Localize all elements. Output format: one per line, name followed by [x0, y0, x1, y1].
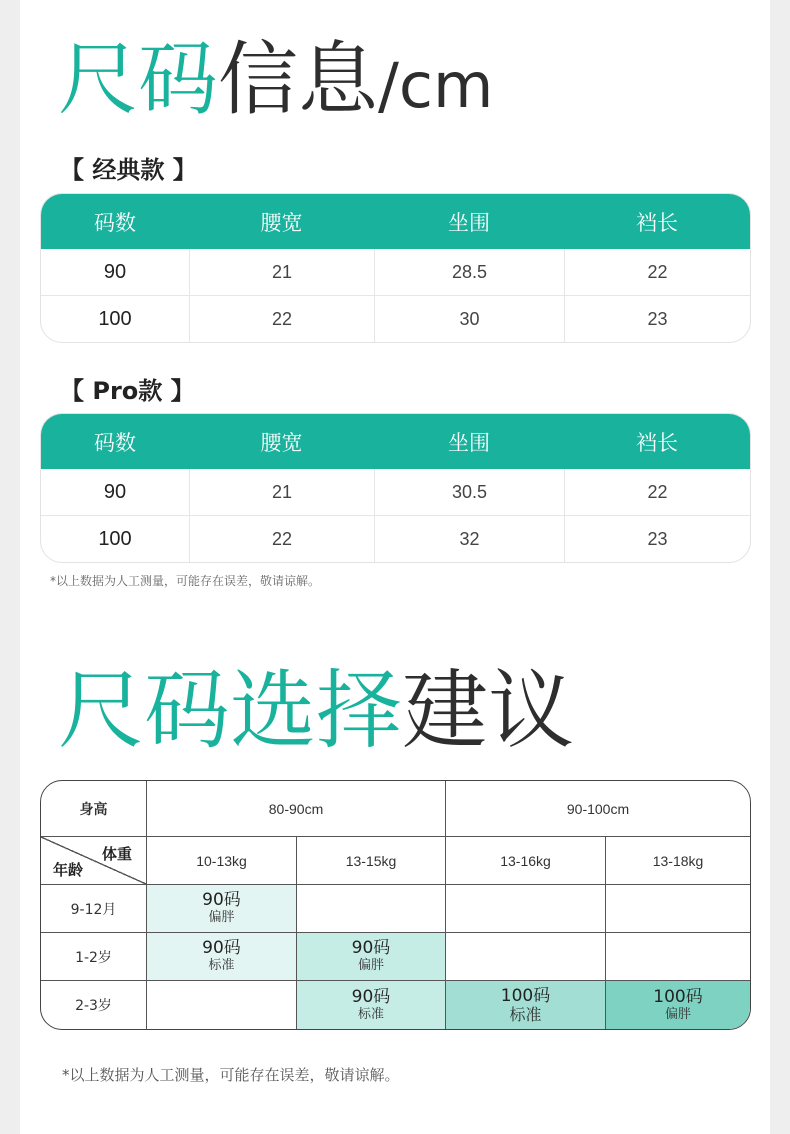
table-row: [41, 295, 750, 342]
recommendation-cell: [297, 933, 446, 981]
size-info-title: [58, 33, 494, 126]
size-recommendation-title: [58, 661, 574, 761]
recommended-size: 100码: [500, 985, 551, 1006]
pro-label: 【 Pro款 】: [60, 377, 195, 405]
cell-size: 90: [103, 260, 127, 283]
recommendation-cell: [606, 981, 750, 1029]
cell-rise: 22: [564, 469, 750, 515]
height-range-80-90: 80-90cm: [147, 781, 446, 837]
weight-range: 10-13kg: [147, 837, 297, 885]
empty-cell: [147, 981, 297, 1029]
weight-range: 13-15kg: [297, 837, 446, 885]
header-hip: 坐围: [374, 414, 564, 469]
table-header-row: [41, 194, 750, 249]
age-label: 年龄: [53, 861, 84, 879]
cell-waist: 22: [189, 515, 374, 562]
body-type: 标准: [509, 1004, 542, 1024]
header-size: 码数: [41, 414, 189, 469]
classic-label: 【 经典款 】: [60, 156, 197, 184]
header-waist: 腰宽: [189, 414, 374, 469]
age-row: [41, 885, 750, 933]
cell-rise: 22: [564, 249, 750, 295]
body-type: 偏胖: [665, 1006, 692, 1022]
measurement-note-bottom: *以上数据为人工测量，可能存在误差，敬请谅解。: [62, 1066, 400, 1084]
table-header-row: [41, 414, 750, 469]
size-info-title-main: 信息: [218, 33, 378, 126]
pro-size-table: [40, 413, 751, 563]
header-hip: 坐围: [374, 194, 564, 249]
cell-size: 100: [41, 515, 189, 562]
size-recommendation-table: [40, 780, 751, 1030]
height-range-90-100: 90-100cm: [446, 781, 750, 837]
recommendation-cell: [446, 981, 606, 1029]
cell-size: 100: [41, 295, 189, 342]
age-2-3-years: 2-3岁: [41, 981, 147, 1029]
cell-hip: 30: [374, 295, 564, 342]
empty-cell: [606, 933, 750, 981]
table-row: [41, 249, 750, 295]
cell-waist: 22: [189, 295, 374, 342]
cell-rise: 23: [564, 515, 750, 562]
recommendation-title-accent: 尺码选择: [58, 661, 402, 761]
age-9-12-months: 9-12月: [41, 885, 147, 933]
cell-hip: 30.5: [374, 469, 564, 515]
recommendation-cell: [297, 981, 446, 1029]
height-label: 身高: [41, 781, 147, 837]
weight-label: 体重: [101, 845, 132, 863]
recommended-size: 90码: [351, 986, 391, 1007]
recommendation-cell: [147, 933, 297, 981]
empty-cell: [297, 885, 446, 933]
age-1-2-years: 1-2岁: [41, 933, 147, 981]
cell-hip: 32: [374, 515, 564, 562]
recommended-size: 100码: [653, 986, 703, 1007]
header-rise: 裆长: [564, 194, 750, 249]
table-row: [41, 515, 750, 562]
age-row: [41, 933, 750, 981]
weight-age-corner: [41, 837, 147, 885]
recommended-size: 90码: [202, 938, 241, 958]
recommended-size: 90码: [351, 938, 391, 958]
weight-range: 13-18kg: [606, 837, 750, 885]
body-type: 偏胖: [357, 958, 384, 973]
header-rise: 裆长: [564, 414, 750, 469]
body-type: 标准: [208, 958, 235, 973]
header-size: 码数: [41, 194, 189, 249]
page: [20, 0, 770, 1134]
header-waist: 腰宽: [189, 194, 374, 249]
age-row: [41, 981, 750, 1029]
body-type: 偏胖: [208, 910, 235, 925]
classic-size-table: [40, 193, 751, 343]
measurement-note: *以上数据为人工测量，可能存在误差，敬请谅解。: [50, 574, 321, 588]
size-info-title-unit: /cm: [378, 49, 494, 122]
cell-size: 90: [103, 480, 127, 503]
recommendation-title-main: 建议: [402, 661, 574, 761]
weight-row: [41, 837, 750, 885]
cell-hip: 28.5: [374, 249, 564, 295]
size-info-title-accent: 尺码: [58, 33, 218, 126]
recommended-size: 90码: [202, 890, 241, 910]
cell-waist: 21: [189, 469, 374, 515]
height-row: [41, 781, 750, 837]
body-type: 标准: [357, 1006, 384, 1022]
empty-cell: [446, 885, 606, 933]
weight-range: 13-16kg: [446, 837, 606, 885]
empty-cell: [606, 885, 750, 933]
cell-waist: 21: [189, 249, 374, 295]
empty-cell: [446, 933, 606, 981]
recommendation-cell: [147, 885, 297, 933]
table-row: [41, 469, 750, 515]
cell-rise: 23: [564, 295, 750, 342]
